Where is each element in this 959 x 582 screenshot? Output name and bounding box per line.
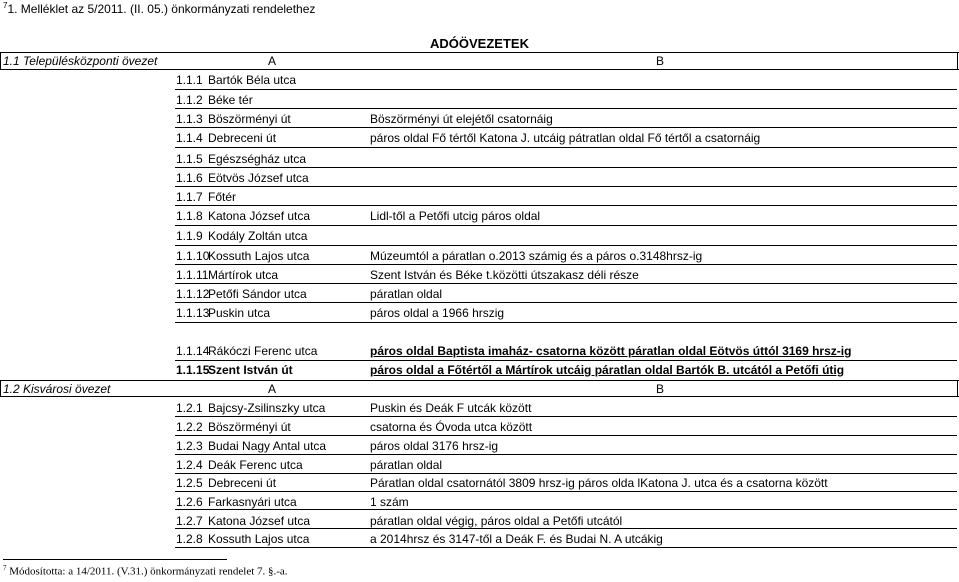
row-number: 1.1.9 [176, 229, 203, 243]
street-name: Debreceni út [208, 476, 277, 490]
row-number: 1.1.8 [176, 209, 203, 223]
footnote-mark: 7 [3, 564, 7, 572]
row-number: 1.1.6 [176, 171, 203, 185]
street-name: Katona József utca [208, 514, 311, 528]
header-title: 1. Melléklet az 5/2011. (II. 05.) önkormányzati rendelethez [7, 2, 316, 16]
street-name: Deák Ferenc utca [208, 458, 303, 472]
row-divider [175, 89, 957, 90]
row-divider [175, 245, 957, 246]
row-description: csatorna és Óvoda utca között [370, 420, 533, 434]
row-description: páratlan oldal [370, 287, 443, 301]
section1-header-border [0, 69, 959, 70]
street-name: Kossuth Lajos utca [208, 532, 310, 546]
row-description: Múzeumtól a páratlan o.2013 számig és a páros o.3148hrsz-ig [370, 249, 703, 263]
section2-left-border [0, 380, 1, 397]
row-divider [175, 147, 957, 148]
row-number: 1.1.10 [176, 249, 210, 263]
row-divider [175, 435, 957, 436]
row-description: 1 szám [370, 495, 409, 509]
row-divider [175, 322, 957, 323]
table-top-border [0, 52, 959, 53]
footnote-text: Módosította: a 14/2011. (V.31.) önkormányzati rendelet 7. §.-a. [9, 565, 288, 578]
row-description: páros oldal Baptista imaház- csatorna között páratlan oldal Eötvös úttól 3169 hrsz-ig [370, 344, 852, 358]
row-divider [175, 509, 957, 510]
section2-header-border [0, 396, 959, 397]
row-divider [175, 491, 957, 492]
street-name: Béke tér [208, 93, 253, 107]
row-description: Páratlan oldal csatornától 3809 hrsz-ig páros olda lKatona J. utca és a csatorna között [370, 476, 828, 490]
row-divider [175, 454, 957, 455]
row-description: páros oldal Fő tértől Katona J. utcáig pátratlan oldal Fő tértől a csatornáig [370, 131, 761, 145]
street-name: Budai Nagy Antal utca [208, 439, 327, 453]
section2-top-border [0, 380, 959, 381]
footnote-separator [3, 559, 227, 560]
street-name: Bartók Béla utca [208, 73, 297, 87]
street-name: Szent István út [208, 363, 293, 377]
section1-col-b: B [656, 54, 665, 68]
footnote [3, 565, 288, 578]
row-divider [175, 302, 957, 303]
street-name: Egészségház utca [208, 152, 307, 166]
row-number: 1.1.12 [176, 287, 210, 301]
street-name: Bajcsy-Zsilinszky utca [208, 401, 326, 415]
table-right-border [957, 52, 958, 70]
street-name: Rákóczi Ferenc utca [208, 344, 318, 358]
row-description: Szent István és Béke t.közötti útszakasz déli része [370, 268, 639, 282]
section1-col-a: A [268, 54, 277, 68]
row-divider [175, 167, 957, 168]
row-number: 1.1.5 [176, 152, 203, 166]
section2-right-border [957, 380, 958, 397]
row-divider [175, 264, 957, 265]
row-divider [175, 186, 957, 187]
row-divider [175, 547, 957, 548]
row-number: 1.2.3 [176, 439, 203, 453]
street-name: Kossuth Lajos utca [208, 249, 310, 263]
street-name: Farkasnyári utca [208, 495, 297, 509]
row-divider [175, 473, 957, 474]
row-description: páros oldal 3176 hrsz-ig [370, 439, 499, 453]
row-number: 1.1.11 [176, 268, 209, 282]
row-description: Böszörményi út elejétől csatornáig [370, 112, 553, 126]
row-number: 1.1.13 [176, 306, 210, 320]
row-number: 1.2.6 [176, 495, 203, 509]
street-name: Eötvös József utca [208, 171, 309, 185]
street-name: Petőfi Sándor utca [208, 287, 307, 301]
row-number: 1.1.7 [176, 190, 203, 204]
section2-col-b: B [656, 382, 665, 396]
row-number: 1.1.15 [176, 363, 210, 377]
row-divider [175, 225, 957, 226]
page-header [3, 2, 315, 15]
row-divider [175, 528, 957, 529]
row-description: Lidl-től a Petőfi utcig páros oldal [370, 209, 541, 223]
row-number: 1.2.8 [176, 532, 203, 546]
street-name: Főtér [208, 190, 237, 204]
row-number: 1.1.4 [176, 131, 203, 145]
street-name: Kodály Zoltán utca [208, 229, 308, 243]
row-divider [175, 360, 957, 361]
street-name: Mártírok utca [208, 268, 279, 282]
row-description: a 2014hrsz és 3147-től a Deák F. és Budai N. A utcákig [370, 532, 663, 546]
row-divider [175, 416, 957, 417]
row-description: páratlan oldal [370, 458, 443, 472]
row-description: Puskin és Deák F utcák között [370, 401, 532, 415]
table-title: ADÓÖVEZETEK [430, 36, 529, 51]
row-number: 1.2.1 [176, 401, 203, 415]
section2-col-a: A [268, 382, 277, 396]
row-number: 1.2.2 [176, 420, 203, 434]
street-name: Böszörményi út [208, 112, 291, 126]
footnote-ref: 7 [3, 1, 8, 10]
row-description: páros oldal a 1966 hrszig [370, 306, 505, 320]
street-name: Debreceni út [208, 131, 277, 145]
row-description: páros oldal a Főtértől a Mártírok utcáig páratlan oldal Bartók B. utcától a Petőfi útig [370, 363, 845, 377]
row-number: 1.1.14 [176, 344, 210, 358]
row-divider [175, 283, 957, 284]
street-name: Puskin utca [208, 306, 271, 320]
row-number: 1.1.2 [176, 93, 203, 107]
row-divider [175, 108, 957, 109]
row-number: 1.1.1 [176, 73, 203, 87]
row-number: 1.1.3 [176, 112, 203, 126]
street-name: Böszörményi út [208, 420, 291, 434]
section2-label: 1.2 Kisvárosi övezet [3, 382, 111, 396]
section1-label: 1.1 Településközponti övezet [3, 54, 158, 68]
row-divider [175, 127, 957, 128]
table-left-border [0, 52, 1, 70]
row-number: 1.2.4 [176, 458, 203, 472]
street-name: Katona József utca [208, 209, 311, 223]
row-description: páratlan oldal végig, páros oldal a Petőfi utcától [370, 514, 623, 528]
row-number: 1.2.7 [176, 514, 203, 528]
row-number: 1.2.5 [176, 476, 203, 490]
row-divider [175, 205, 957, 206]
